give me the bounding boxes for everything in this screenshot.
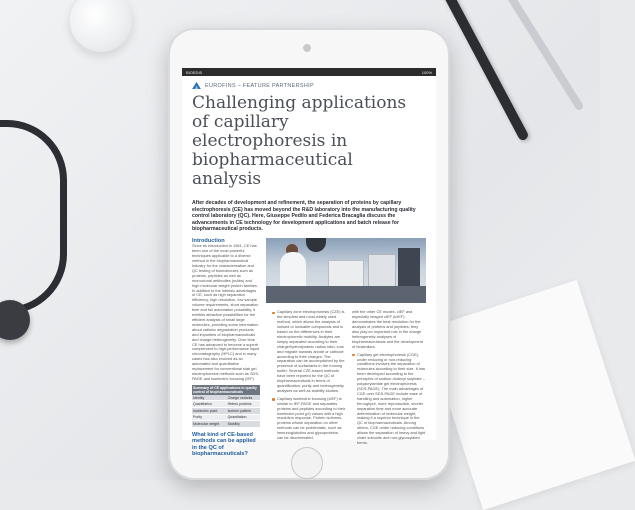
pen	[504, 0, 585, 111]
stethoscope-tube	[0, 120, 67, 314]
instrument-rack	[398, 248, 420, 290]
bullet-column	[352, 310, 426, 448]
article	[182, 76, 436, 457]
table-cell: Molecular weight	[192, 421, 227, 428]
table-cell: Quantitation	[192, 401, 227, 408]
summary-table-header: Summary of CE applications in quality control of biopharmaceuticals	[192, 385, 260, 395]
coffee-cup	[70, 0, 132, 52]
table-cell: Stability	[227, 421, 260, 428]
table-row	[192, 407, 260, 414]
camera-icon	[303, 44, 311, 52]
table-cell: Charge variants	[227, 395, 260, 401]
left-column	[192, 238, 260, 457]
bullet-item: Capillary gel electrophoresis (CGE), under reducing or non-reducing conditions involves the separation of molecules according to their size. It has been developed according to the principles of sodium dodecyl sulphate – polyacrylamide gel electrophoresis (SDS-PAGE). The main advantages of CGE over SDS-PAGE include ease of handling and automation, higher throughput, more reproducible, shorter separation time and more accurate determination of molecular weight, making it a superior technique in the QC of biopharmaceuticals. Among others, CGE under reducing conditions allows the separation of heavy and light chain subunits and non-glycosylated forms.	[352, 353, 426, 446]
bullet-item: Capillary zone electrophoresis (CZE) is the simplest and most widely used method, which allows the analysis of ionised or ionisable compounds and is based on the differences in their electrophoretic mobility. Analytes are simply separated according to their charge/hydrodynamic radius ratio; ions and migrate towards anode or cathode according to their charges. The separation can be accomplished by the presence of surfactants in the running buffer. Several CZE-based methods have been reported for the QC of biopharmaceuticals in terms of quantification, purity and heterogeneity analyses as well as stability studies.	[272, 310, 346, 393]
lab-photo	[266, 238, 426, 303]
paper-sheet	[425, 280, 635, 510]
lamp-shape	[306, 238, 326, 252]
intro-heading: Introduction	[192, 238, 225, 245]
second-heading: What kind of CE-based methods can be applied in the QC of biopharmaceuticals?	[192, 431, 256, 457]
table-cell: Isoelectric point	[192, 407, 227, 414]
kicker-text: EUROFINS – FEATURE PARTNERSHIP	[205, 82, 314, 89]
status-left: BIOEDIS	[186, 69, 203, 75]
table-cell: Purity	[192, 414, 227, 421]
table-row	[192, 421, 260, 428]
status-bar	[182, 68, 436, 76]
lab-bench	[266, 286, 426, 303]
article-title: Challenging applications of capillary electrophoresis in biopharmaceutical analysis	[192, 93, 407, 189]
summary-table	[192, 385, 260, 428]
intro-text: Since its introduction in 1981, CE has been one of the most powerful techniques applicable to a diverse method in the biopharmaceutical industry for the characterisation and QC testing of biomolecules such as proteins, peptides as well as monoclonal antibodies (mAbs) and high molecular weight protein families. In addition to the intrinsic advantages of CE, such as high separation efficiency, high resolution, low sample volume requirements, short separation time and full automation possibility, it exhibits attractive possibilities for the efficient analysis of small large molecules, providing some information about cationic degradation products and impurities of biopharmaceuticals and charge heterogeneity. Over time CE has advanced to become a superb complement to high-performance liquid chromatography (HPLC) and in many cases has also evolved as an automated and quantitative replacement for conventional slab gel electrophoresis methods such as SDS-PAGE and isoelectric focusing (IEF).	[192, 243, 260, 381]
kicker	[192, 82, 426, 89]
eurofins-logo-icon	[192, 82, 201, 89]
table-cell: Identity	[192, 395, 227, 401]
home-button[interactable]	[291, 447, 323, 479]
table-cell: Hetero proteins	[227, 401, 260, 408]
continued-text: with the other CE modes, cIEF and especially imaged cIEF (icIEF) demonstrates the best resolution for the analysis of proteins and peptides; they also play an important role in the charge heterogeneity analyses of biopharmaceuticals and the development of biosimilars.	[352, 309, 423, 349]
tablet-screen[interactable]	[182, 68, 436, 457]
battery-level: 100%	[421, 69, 432, 75]
bullet-column	[272, 310, 346, 444]
article-body	[192, 238, 426, 457]
article-lead: After decades of development and refinement, the separation of proteins by capillary electrophoresis (CE) has moved beyond the R&D laboratory into the manufacturing quality control laboratory (QC). Here, Giuseppe Pedilo and Federica Bracaglia discuss the advancements in CE technology for development applications and batch release for biopharmaceutical products.	[192, 200, 416, 232]
table-cell: Isoform pattern	[227, 407, 260, 414]
pen	[436, 0, 529, 142]
bullet-item: Capillary isoelectric focusing (cIEF) is similar to IEF-PAGE and separates proteins and peptides according to their isoelectric point (pI) values with a high resolution response. Protein isoforms, proteins whose separation on other methods can be problematic, such as immunoglobulins and glycoproteins, can be discriminated.	[272, 397, 346, 441]
table-row	[192, 414, 260, 421]
table-row	[192, 401, 260, 408]
tablet-device	[168, 28, 450, 480]
table-cell: Quantitation	[227, 414, 260, 421]
